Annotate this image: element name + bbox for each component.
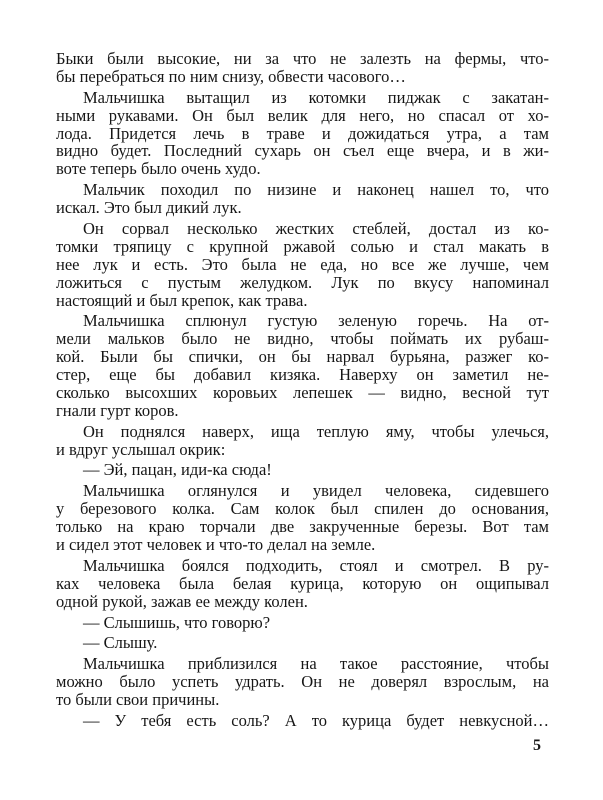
text-line: Мальчик походил по низине и наконец нашел то, что bbox=[83, 180, 549, 199]
text-line: можно было успеть удрать. Он не доверял взрослым, на bbox=[56, 672, 549, 691]
text-line: Мальчишка вытащил из котомки пиджак с закатан- bbox=[83, 88, 549, 107]
text-line: — Слышу. bbox=[83, 633, 158, 652]
text-line: Мальчишка приблизился на такое расстояние, чтобы bbox=[83, 654, 549, 673]
text-line: Мальчишка оглянулся и увидел человека, сидевшего bbox=[83, 481, 549, 500]
text-line: то были свои причины. bbox=[56, 690, 220, 709]
text-line: стер, еще бы добавил кизяка. Наверху он заметил не- bbox=[56, 365, 549, 384]
text-line: ложиться с пустым желудком. Лук по вкусу напоминал bbox=[56, 273, 549, 292]
text-line: ными рукавами. Он был велик для него, но спасал от хо- bbox=[56, 106, 549, 125]
text-line: — Эй, пацан, иди-ка сюда! bbox=[83, 460, 272, 479]
text-line: Мальчишка сплюнул густую зеленую горечь. На от- bbox=[83, 311, 549, 330]
text-line: гнали гурт коров. bbox=[56, 401, 179, 420]
text-line: одной рукой, зажав ее между колен. bbox=[56, 592, 308, 611]
text-line: Мальчишка боялся подходить, стоял и смотрел. В ру- bbox=[83, 556, 549, 575]
text-line: кой. Были бы спички, он бы нарвал бурьяна, разжег ко- bbox=[56, 347, 549, 366]
text-line: лода. Придется лечь в траве и дожидаться утра, а там bbox=[56, 124, 549, 143]
text-line: — Слышишь, что говорю? bbox=[83, 613, 271, 632]
text-line: и сидел этот человек и что-то делал на земле. bbox=[56, 535, 376, 554]
text-line: у березового колка. Сам колок был спилен до основания, bbox=[56, 499, 549, 518]
text-line: ках человека была белая курица, которую он ощипывал bbox=[56, 574, 549, 593]
text-line: только на краю торчали две закрученные березы. Вот там bbox=[56, 517, 549, 536]
text-line: искал. Это был дикий лук. bbox=[56, 198, 242, 217]
text-line: мели мальков было не видно, чтобы поймать их рубаш- bbox=[56, 329, 549, 348]
text-line: Быки были высокие, ни за что не залезть на фермы, что- bbox=[56, 49, 549, 68]
text-line: бы перебраться по ним снизу, обвести часового… bbox=[56, 67, 406, 86]
text-line: видно будет. Последний сухарь он съел еще вчера, и в жи- bbox=[56, 141, 549, 160]
text-line: настоящий и был крепок, как трава. bbox=[56, 291, 308, 310]
text-line: сколько высохших коровьих лепешек — видно, весной тут bbox=[56, 383, 549, 402]
text-line: Он поднялся наверх, ища теплую яму, чтобы улечься, bbox=[83, 422, 549, 441]
page-number: 5 bbox=[533, 737, 541, 754]
text-line: нее лук и есть. Это была не еда, но все же лучше, чем bbox=[56, 255, 549, 274]
text-line: и вдруг услышал окрик: bbox=[56, 440, 226, 459]
text-line: томки тряпицу с крупной ржавой солью и стал макать в bbox=[56, 237, 549, 256]
text-line: воте теперь было очень худо. bbox=[56, 159, 261, 178]
text-line: Он сорвал несколько жестких стеблей, достал из ко- bbox=[83, 219, 549, 238]
text-line: — У тебя есть соль? А то курица будет невкусной… bbox=[83, 711, 549, 730]
